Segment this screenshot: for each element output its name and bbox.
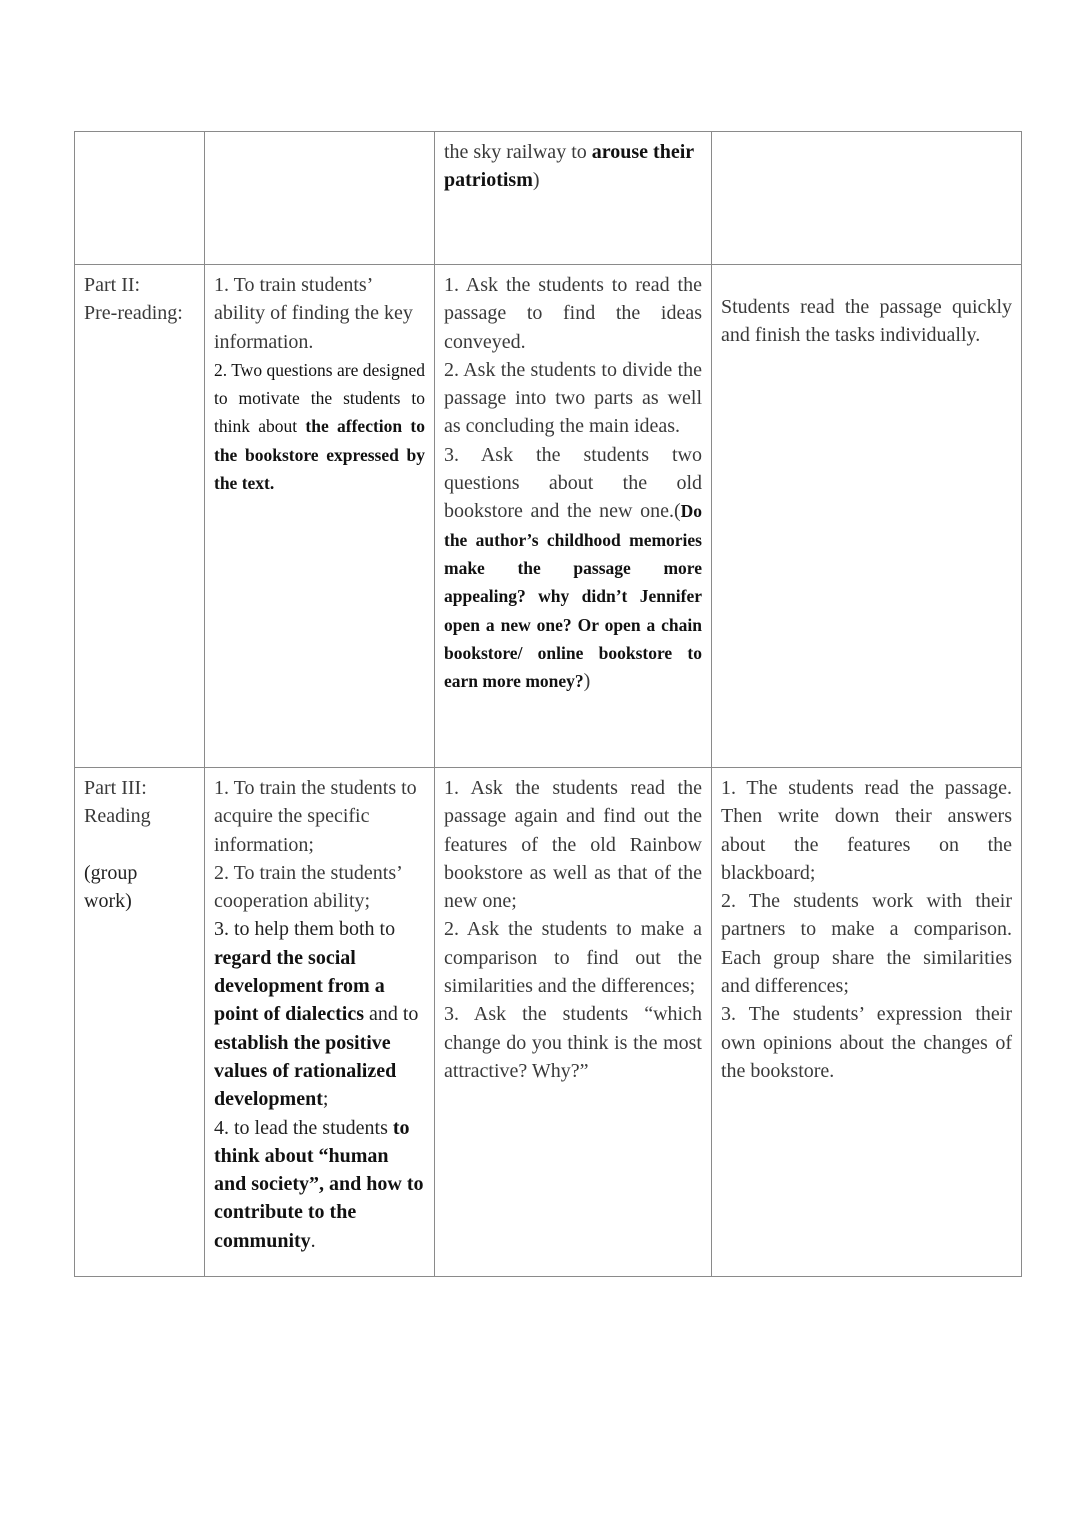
aim-item: 1. To train students’ ability of finding the key information. <box>214 274 413 353</box>
teacher-item: 2. Ask the students to divide the passage into two parts as well as concluding the main ideas. <box>444 358 702 438</box>
teacher-text: the sky railway to arouse their patriotism) <box>444 141 694 192</box>
teacher-activity-cell <box>435 768 712 1277</box>
aim-item: 4. to lead the students to think about “human and society”, and how to contribute to the community. <box>214 1116 424 1252</box>
teacher-item: 3. Ask the students “which change do you think is the most attractive? Why?” <box>444 1003 702 1082</box>
lesson-plan-table <box>74 131 1022 1277</box>
table-row-reading <box>75 768 1022 1277</box>
stage-cell <box>75 768 205 1277</box>
aims-cell <box>205 768 435 1277</box>
stage-label: Part III: <box>84 777 147 799</box>
student-activity-cell <box>712 768 1022 1277</box>
aim-item: 2. To train the students’ cooperation ability; <box>214 861 402 913</box>
teacher-item: 2. Ask the students to make a comparison to find out the similarities and the differences; <box>444 918 702 998</box>
stage-label: Part II: <box>84 274 141 296</box>
stage-cell <box>75 132 205 265</box>
teacher-item: 1. Ask the students read the passage again and find out the features of the old Rainbow bookstore as well as that of the new one; <box>444 777 702 913</box>
stage-label: (group <box>84 861 138 884</box>
student-activity-cell <box>712 132 1022 265</box>
stage-label: Reading <box>84 805 151 828</box>
student-item: 2. The students work with their partners to make a comparison. Each group share the similarities and differences; <box>721 890 1012 998</box>
stage-cell <box>75 265 205 768</box>
aims-cell <box>205 265 435 768</box>
aim-item: 2. Two questions are designed to motivate the students to think about the affection to the bookstore expressed by the text. <box>214 359 425 494</box>
stage-label: Pre-reading: <box>84 302 183 325</box>
aim-item: 3. to help them both to regard the social development from a point of dialectics and to establish the positive values of rationalized development; <box>214 918 419 1111</box>
aim-item: 1. To train the students to acquire the specific information; <box>214 777 417 856</box>
table-row-continuation <box>75 132 1022 265</box>
student-item: 1. The students read the passage. Then write down their answers about the features on the blackboard; <box>721 777 1012 884</box>
student-activity-cell <box>712 265 1022 768</box>
student-item: Students read the passage quickly and finish the tasks individually. <box>721 296 1012 347</box>
teacher-item: 3. Ask the students two questions about the old bookstore and the new one.(Do the author’s childhood memories make the passage more appealing? why didn’t Jennifer open a new one? Or open a chain bookstore/ online bookstore to earn more money?) <box>444 443 702 693</box>
student-item: 3. The students’ expression their own opinions about the changes of the bookstore. <box>721 1003 1012 1082</box>
stage-label: work) <box>84 889 132 912</box>
teacher-item: 1. Ask the students to read the passage to find the ideas conveyed. <box>444 274 702 353</box>
teacher-activity-cell <box>435 265 712 768</box>
teacher-activity-cell <box>435 132 712 265</box>
table-row-pre-reading <box>75 265 1022 768</box>
aims-cell <box>205 132 435 265</box>
